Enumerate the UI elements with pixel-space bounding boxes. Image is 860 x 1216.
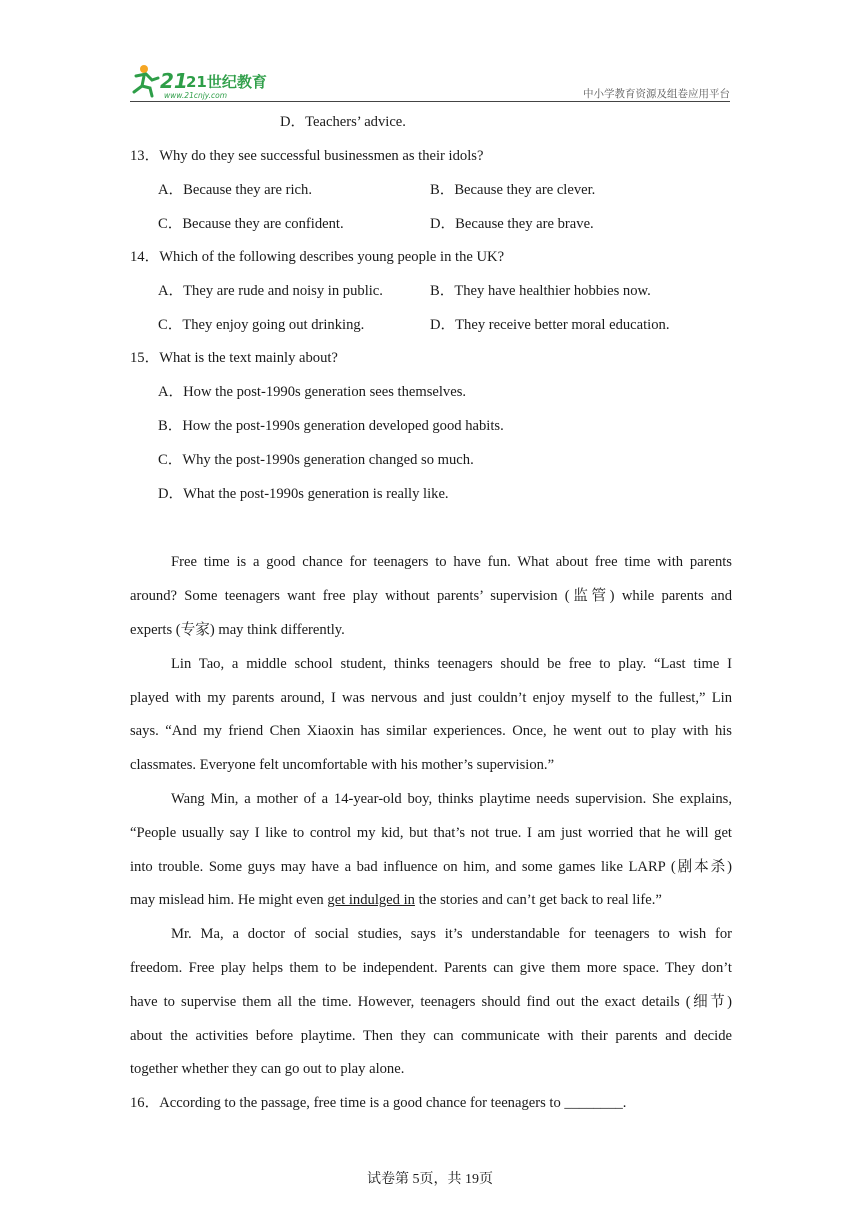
q15-option-c: C．Why the post-1990s generation changed so much. xyxy=(158,452,474,468)
page-header xyxy=(130,62,730,102)
q16-stem xyxy=(130,1094,626,1112)
q14-option-b: B．They have healthier hobbies now. xyxy=(430,283,651,299)
q13-option-c: C．Because they are confident. xyxy=(158,216,344,232)
q13-option-b: B．Because they are clever. xyxy=(430,182,596,198)
underlined-phrase: get indulged in xyxy=(327,892,415,908)
q15-option-b: B．How the post-1990s generation developed good habits. xyxy=(158,418,504,434)
platform-name: 中小学教育资源及组卷应用平台 xyxy=(583,88,730,100)
passage-line: says. “And my friend Chen Xiaoxin has similar experiences. Once, he went out to play with his xyxy=(130,723,732,739)
passage-line: Lin Tao, a middle school student, thinks teenagers should be free to play. “Last time I xyxy=(171,656,732,672)
q14-option-d: D．They receive better moral education. xyxy=(430,317,670,333)
passage-line: around? Some teenagers want free play without parents’ supervision (监管) while parents and xyxy=(130,588,732,604)
passage-line: together whether they can go out to play alone. xyxy=(130,1061,405,1077)
passage-line: “People usually say I like to control my kid, but that’s not true. I am just worried that he will get xyxy=(130,825,732,841)
passage-line: about the activities before playtime. Then they can communicate with their parents and decide xyxy=(130,1028,732,1044)
q15-stem: 15．What is the text mainly about? xyxy=(130,350,338,366)
q12-option-d: D．Teachers’ advice. xyxy=(280,114,406,130)
q14-option-a: A．They are rude and noisy in public. xyxy=(158,283,383,299)
logo-runner-icon xyxy=(130,62,270,102)
q14-option-c: C．They enjoy going out drinking. xyxy=(158,317,365,333)
passage-line: played with my parents around, I was nervous and just couldn’t enjoy myself to the fullest,” Lin xyxy=(130,690,732,706)
q15-option-a: A．How the post-1990s generation sees themselves. xyxy=(158,384,467,400)
passage-line: classmates. Everyone felt uncomfortable with his mother’s supervision.” xyxy=(130,757,555,773)
passage-text: may mislead him. He might even xyxy=(130,892,328,908)
q16-text: 16．According to the passage, free time is a good chance for teenagers to xyxy=(130,1095,565,1111)
page-number: 试卷第 5页，共 19页 xyxy=(367,1172,493,1187)
passage-line: have to supervise them all the time. However, teenagers should find out the exact details (细节) xyxy=(130,994,732,1010)
passage-line: freedom. Free play helps them to be independent. Parents can give them more space. They don’t xyxy=(130,960,732,976)
logo xyxy=(130,62,270,102)
passage-line: into trouble. Some guys may have a bad influence on him, and some games like LARP (剧本杀) xyxy=(130,859,732,875)
q14-stem: 14．Which of the following describes young people in the UK? xyxy=(130,249,505,265)
passage-line: Mr. Ma, a doctor of social studies, says it’s understandable for teenagers to wish for xyxy=(171,926,732,942)
header-divider xyxy=(130,101,730,102)
answer-blank: ________ xyxy=(564,1095,623,1111)
svg-text:www.21cnjy.com: www.21cnjy.com xyxy=(164,91,228,100)
q13-stem: 13．Why do they see successful businessmen as their idols? xyxy=(130,148,484,164)
svg-text:21: 21 xyxy=(160,69,188,93)
passage-line: Free time is a good chance for teenagers to have fun. What about free time with parents xyxy=(171,554,732,570)
svg-text:21世纪教育: 21世纪教育 xyxy=(186,73,267,91)
passage-line: experts (专家) may think differently. xyxy=(130,622,345,638)
q13-option-d: D．Because they are brave. xyxy=(430,216,594,232)
passage-line xyxy=(130,891,732,909)
q15-option-d: D．What the post-1990s generation is really like. xyxy=(158,486,449,502)
passage-line: Wang Min, a mother of a 14-year-old boy, thinks playtime needs supervision. She explains, xyxy=(171,791,732,807)
passage-text: the stories and can’t get back to real life.” xyxy=(414,892,662,908)
q13-option-a: A．Because they are rich. xyxy=(158,182,312,198)
q16-period: . xyxy=(622,1095,627,1111)
